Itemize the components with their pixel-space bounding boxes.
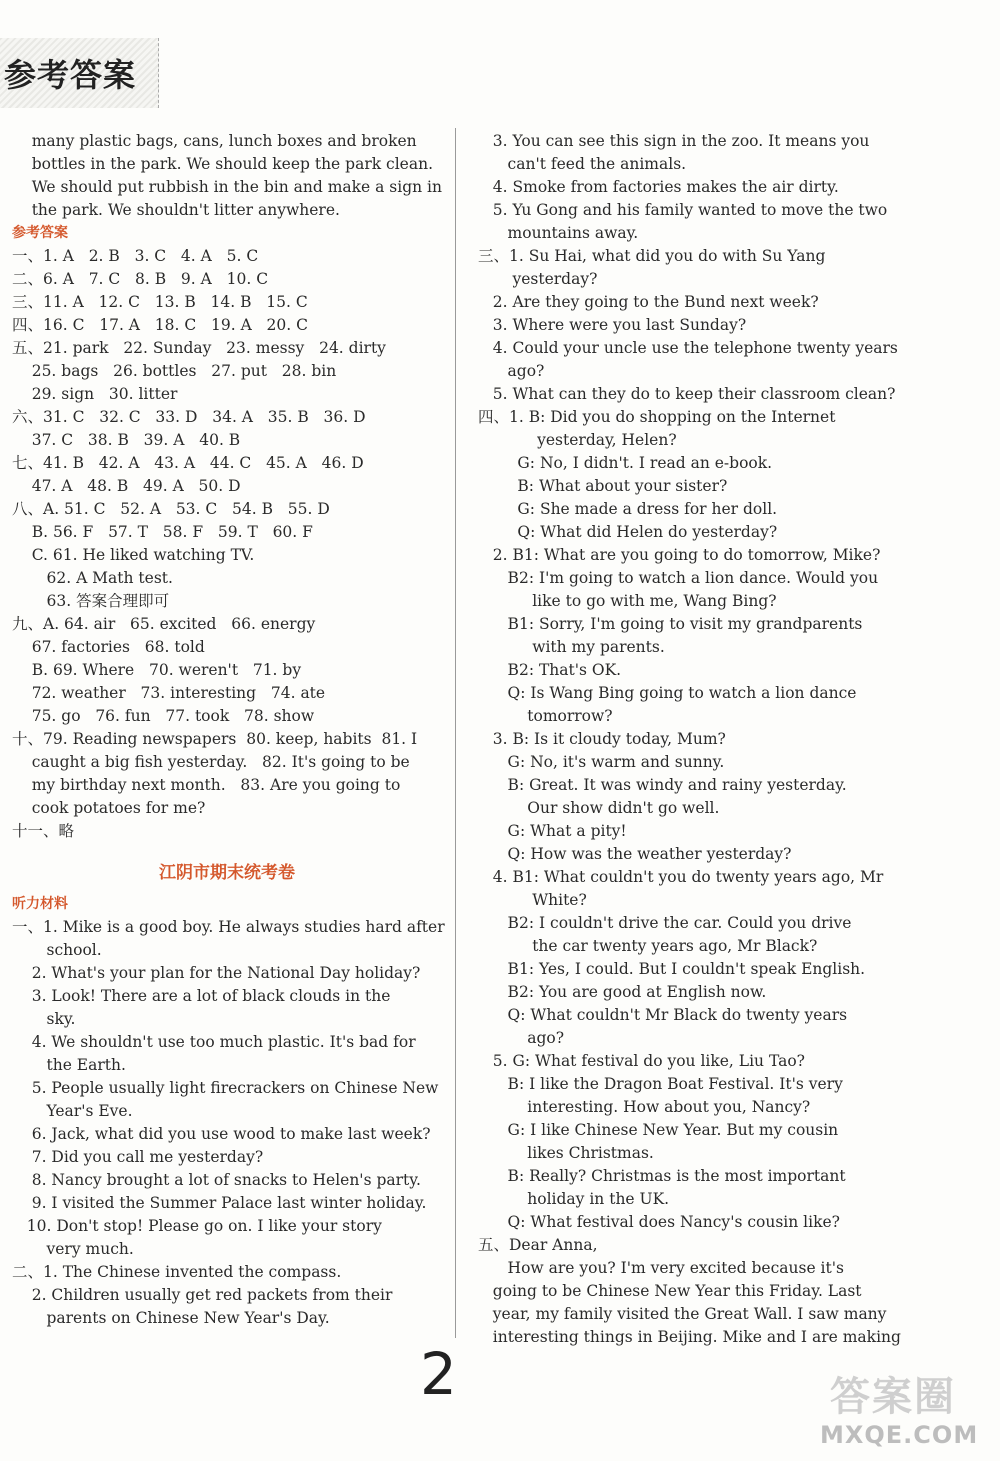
text-line: 2. B1: What are you going to do tomorrow, Mike?: [478, 546, 881, 564]
text-line: caught a big fish yesterday. 82. It's going to be: [12, 753, 410, 771]
text-line: G: No, it's warm and sunny.: [478, 753, 725, 771]
text-line: 29. sign 30. litter: [12, 385, 178, 403]
text-line: G: I like Chinese New Year. But my cousin: [478, 1121, 839, 1139]
text-line: B2: You are good at English now.: [478, 983, 767, 1001]
text-line: 2. What's your plan for the National Day holiday?: [12, 964, 421, 982]
text-line: C. 61. He liked watching TV.: [12, 546, 255, 564]
text-line: B1: Yes, I could. But I couldn't speak English.: [478, 960, 866, 978]
text-line: 75. go 76. fun 77. took 78. show: [12, 707, 315, 725]
text-line: 3. You can see this sign in the zoo. It means you: [478, 132, 870, 150]
text-line: 3. B: Is it cloudy today, Mum?: [478, 730, 726, 748]
text-line: B: I like the Dragon Boat Festival. It's very: [478, 1075, 843, 1093]
text-line: 5. People usually light firecrackers on Chinese New: [12, 1079, 439, 1097]
text-line: sky.: [12, 1010, 76, 1028]
text-line: 一、1. A 2. B 3. C 4. A 5. C: [12, 247, 259, 265]
text-line: 六、31. C 32. C 33. D 34. A 35. B 36. D: [12, 408, 366, 426]
column-divider: [455, 128, 456, 1338]
text-line: like to go with me, Wang Bing?: [478, 592, 777, 610]
text-line: 三、11. A 12. C 13. B 14. B 15. C: [12, 293, 308, 311]
text-line: yesterday, Helen?: [478, 431, 677, 449]
text-line: 五、Dear Anna,: [478, 1236, 598, 1254]
header-title: 参考答案: [4, 56, 137, 94]
text-line: cook potatoes for me?: [12, 799, 206, 817]
text-line: 37. C 38. B 39. A 40. B: [12, 431, 241, 449]
text-line: White?: [478, 891, 587, 909]
text-line: B. 56. F 57. T 58. F 59. T 60. F: [12, 523, 313, 541]
text-line: many plastic bags, cans, lunch boxes and broken: [12, 132, 417, 150]
text-line: Q: What did Helen do yesterday?: [478, 523, 778, 541]
text-line: interesting. How about you, Nancy?: [478, 1098, 811, 1116]
text-line: 62. A Math test.: [12, 569, 173, 587]
text-line: B: What about your sister?: [478, 477, 728, 495]
text-line: 5. What can they do to keep their classroom clean?: [478, 385, 896, 403]
text-line: B2: I couldn't drive the car. Could you drive: [478, 914, 852, 932]
text-line: 十一、略: [12, 822, 75, 840]
text-line: 一、1. Mike is a good boy. He always studies hard after: [12, 918, 445, 936]
section-heading: 参考答案: [12, 225, 68, 241]
text-line: bottles in the park. We should keep the park clean.: [12, 155, 434, 173]
text-line: 三、1. Su Hai, what did you do with Su Yang: [478, 247, 826, 265]
text-line: my birthday next month. 83. Are you going to: [12, 776, 401, 794]
text-line: 6. Jack, what did you use wood to make last week?: [12, 1125, 431, 1143]
text-line: Q: What festival does Nancy's cousin like?: [478, 1213, 840, 1231]
text-line: with my parents.: [478, 638, 665, 656]
page-header: [0, 38, 160, 108]
watermark-bottom-text: MXQE.COM: [820, 1421, 979, 1449]
text-line: ago?: [478, 362, 545, 380]
text-line: 4. Smoke from factories makes the air dirty.: [478, 178, 839, 196]
text-line: 八、A. 51. C 52. A 53. C 54. B 55. D: [12, 500, 330, 518]
text-line: 四、1. B: Did you do shopping on the Internet: [478, 408, 836, 426]
text-line: very much.: [12, 1240, 134, 1258]
text-line: 4. B1: What couldn't you do twenty years ago, Mr: [478, 868, 884, 886]
text-line: going to be Chinese New Year this Friday. Last: [478, 1282, 862, 1300]
right-column: [478, 130, 901, 1349]
text-line: tomorrow?: [478, 707, 613, 725]
text-line: 8. Nancy brought a lot of snacks to Helen's party.: [12, 1171, 421, 1189]
text-line: 63. 答案合理即可: [12, 592, 170, 610]
text-line: parents on Chinese New Year's Day.: [12, 1309, 330, 1327]
text-line: 2. Are they going to the Bund next week?: [478, 293, 819, 311]
text-line: B: Really? Christmas is the most important: [478, 1167, 846, 1185]
text-line: the Earth.: [12, 1056, 126, 1074]
text-line: 9. I visited the Summer Palace last winter holiday.: [12, 1194, 427, 1212]
text-line: 四、16. C 17. A 18. C 19. A 20. C: [12, 316, 308, 334]
text-line: 2. Children usually get red packets from their: [12, 1286, 393, 1304]
text-line: G: No, I didn't. I read an e-book.: [478, 454, 773, 472]
left-column: [12, 130, 445, 1330]
text-line: Q: Is Wang Bing going to watch a lion dance: [478, 684, 857, 702]
watermark-logo: [790, 1365, 995, 1455]
text-line: 3. Where were you last Sunday?: [478, 316, 747, 334]
text-line: 25. bags 26. bottles 27. put 28. bin: [12, 362, 337, 380]
text-line: the car twenty years ago, Mr Black?: [478, 937, 818, 955]
text-line: We should put rubbish in the bin and make a sign in: [12, 178, 442, 196]
watermark-top-text: 答案圈: [830, 1374, 956, 1420]
text-line: 10. Don't stop! Please go on. I like your story: [12, 1217, 382, 1235]
text-line: 十、79. Reading newspapers 80. keep, habits 81. I: [12, 730, 418, 748]
text-line: Q: What couldn't Mr Black do twenty years: [478, 1006, 848, 1024]
text-line: Year's Eve.: [12, 1102, 133, 1120]
text-line: G: What a pity!: [478, 822, 627, 840]
text-line: likes Christmas.: [478, 1144, 654, 1162]
text-line: can't feed the animals.: [478, 155, 687, 173]
text-line: 七、41. B 42. A 43. A 44. C 45. A 46. D: [12, 454, 364, 472]
text-line: holiday in the UK.: [478, 1190, 670, 1208]
text-line: G: She made a dress for her doll.: [478, 500, 778, 518]
text-line: mountains away.: [478, 224, 639, 242]
text-line: 5. G: What festival do you like, Liu Tao?: [478, 1052, 805, 1070]
text-line: 67. factories 68. told: [12, 638, 205, 656]
text-line: school.: [12, 941, 102, 959]
text-line: 72. weather 73. interesting 74. ate: [12, 684, 326, 702]
text-line: B: Great. It was windy and rainy yesterday.: [478, 776, 847, 794]
section-heading: 听力材料: [12, 896, 68, 912]
text-line: Q: How was the weather yesterday?: [478, 845, 792, 863]
text-line: 九、A. 64. air 65. excited 66. energy: [12, 615, 316, 633]
text-line: 五、21. park 22. Sunday 23. messy 24. dirty: [12, 339, 386, 357]
text-line: B2: That's OK.: [478, 661, 622, 679]
text-line: B. 69. Where 70. weren't 71. by: [12, 661, 302, 679]
text-line: yesterday?: [478, 270, 598, 288]
text-line: Our show didn't go well.: [478, 799, 720, 817]
text-line: 5. Yu Gong and his family wanted to move the two: [478, 201, 888, 219]
text-line: How are you? I'm very excited because it's: [478, 1259, 844, 1277]
text-line: interesting things in Beijing. Mike and I are making: [478, 1328, 901, 1346]
text-line: ago?: [478, 1029, 565, 1047]
text-line: the park. We shouldn't litter anywhere.: [12, 201, 340, 219]
text-line: 7. Did you call me yesterday?: [12, 1148, 264, 1166]
text-line: 3. Look! There are a lot of black clouds in the: [12, 987, 391, 1005]
text-line: B1: Sorry, I'm going to visit my grandparents: [478, 615, 863, 633]
text-line: 二、6. A 7. C 8. B 9. A 10. C: [12, 270, 269, 288]
text-line: 4. We shouldn't use too much plastic. It's bad for: [12, 1033, 416, 1051]
text-line: 4. Could your uncle use the telephone twenty years: [478, 339, 898, 357]
page-number: 2: [420, 1340, 457, 1408]
text-line: 47. A 48. B 49. A 50. D: [12, 477, 241, 495]
exam-title: 江阴市期末统考卷: [159, 863, 295, 883]
text-line: B2: I'm going to watch a lion dance. Would you: [478, 569, 879, 587]
text-line: year, my family visited the Great Wall. I saw many: [478, 1305, 887, 1323]
text-line: 二、1. The Chinese invented the compass.: [12, 1263, 342, 1281]
